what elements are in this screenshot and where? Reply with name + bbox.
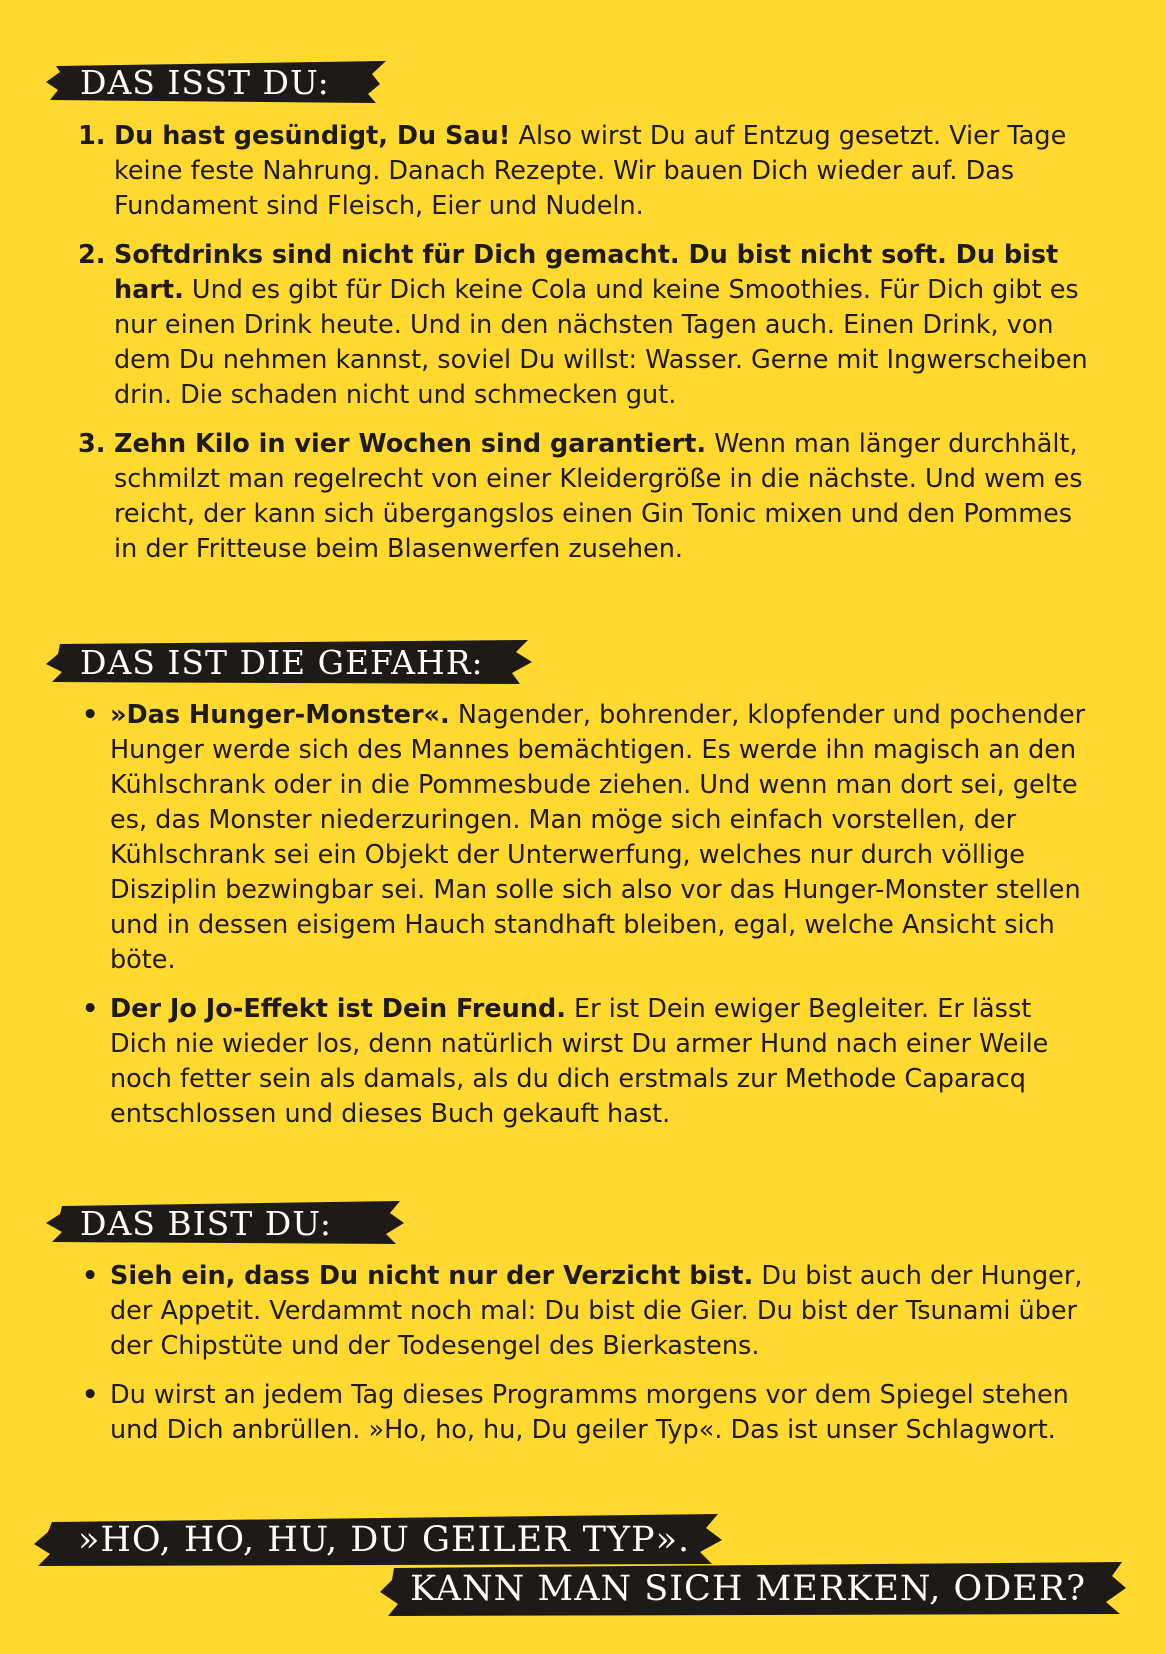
list-item [78,992,1088,1132]
bullet-marker: • [82,1261,99,1291]
list-item [78,119,1088,224]
list-marker: 2. [78,240,106,270]
item-text: Du bist auch der Hunger, der Appetit. Verdammt noch mal: Du bist die Gier. Du bist der Tsunami über der Chipstüte und der Todesengel des Bierkastens. [110,1261,1083,1361]
section-heading-text: DAS ISST DU: [80,62,330,102]
list-marker: 1. [78,121,106,151]
item-text: Du wirst an jedem Tag dieses Programms morgens vor dem Spiegel stehen und Dich anbrüllen. »Ho, ho, hu, Du geiler Typ«. Das ist unser Schlagwort. [110,1380,1069,1445]
item-text: Und es gibt für Dich keine Cola und keine Smoothies. Für Dich gibt es nur einen Drink heute. Und in den nächsten Tagen auch. Einen Drink, von dem Du nehmen kannst, soviel Du willst: Wasser. Gerne mit Ingwerscheiben drin. Die schaden nicht und schmecken gut. [114,275,1088,410]
section-heading-3 [46,1201,406,1245]
list-item [78,1378,1088,1448]
list-item [78,1259,1088,1364]
closing-text-1: »HO, HO, HU, DU GEILER TYP». [78,1520,691,1560]
closing-line-1 [34,1514,724,1566]
item-text: Also wirst Du auf Entzug gesetzt. Vier Tage keine feste Nahrung. Danach Rezepte. Wir bauen Dich wieder auf. Das Fundament sind Fleisch, Eier und Nudeln. [114,121,1067,221]
list-marker: 3. [78,429,106,459]
item-lead: Softdrinks sind nicht für Dich gemacht. Du bist nicht soft. Du bist hart. [114,240,1059,305]
item-lead: Sieh ein, dass Du nicht nur der Verzicht bist. [110,1261,754,1291]
item-text: Nagender, bohrender, klopfender und pochender Hunger werde sich des Mannes bemächtigen. Es werde ihn magisch an den Kühlschrank oder in die Pommesbude ziehen. Und wenn man dort sei, gelte es, das Monster niederzuringen. Man möge sich einfach vorstellen, der Kühlschrank sei ein Objekt der Unterwerfung, welches nur durch völlige Disziplin bezwingbar sei. Man solle sich also vor das Hunger-Monster stellen und in dessen eisigem Hauch standhaft bleiben, egal, welche Ansicht sich böte. [110,700,1086,975]
closing-line-2 [380,1562,1128,1616]
section-heading-text: DAS IST DIE GEFAHR: [80,642,484,682]
section-heading-1 [46,60,392,104]
section-you [78,1259,1088,1462]
section-heading-2 [46,640,534,684]
item-lead: Du hast gesündigt, Du Sau! [114,121,511,151]
closing-text-2: KANN MAN SICH MERKEN, ODER? [410,1569,1086,1609]
list-item [78,698,1088,978]
item-text: Er ist Dein ewiger Begleiter. Er lässt Dich nie wieder los, denn natürlich wirst Du armer Hund nach einer Weile noch fetter sein als damals, als du dich erstmals zur Methode Caparacq entschlossen und dieses Buch gekauft hast. [110,994,1049,1129]
list-item [78,238,1088,413]
item-text: Wenn man länger durchhält, schmilzt man regelrecht von einer Kleidergröße in die nächste. Und wem es reicht, der kann sich übergangslos einen Gin Tonic mixen und den Pommes in der Fritteuse beim Blasenwerfen zusehen. [114,429,1083,564]
section-danger [78,698,1088,1146]
section-eating [78,119,1088,581]
bullet-marker: • [82,1380,99,1410]
item-lead: »Das Hunger-Monster«. [110,700,450,730]
bullet-marker: • [82,700,99,730]
section-heading-text: DAS BIST DU: [80,1203,332,1243]
item-lead: Zehn Kilo in vier Wochen sind garantiert. [114,429,707,459]
list-item [78,427,1088,567]
bullet-marker: • [82,994,99,1024]
item-lead: Der Jo Jo-Effekt ist Dein Freund. [110,994,566,1024]
